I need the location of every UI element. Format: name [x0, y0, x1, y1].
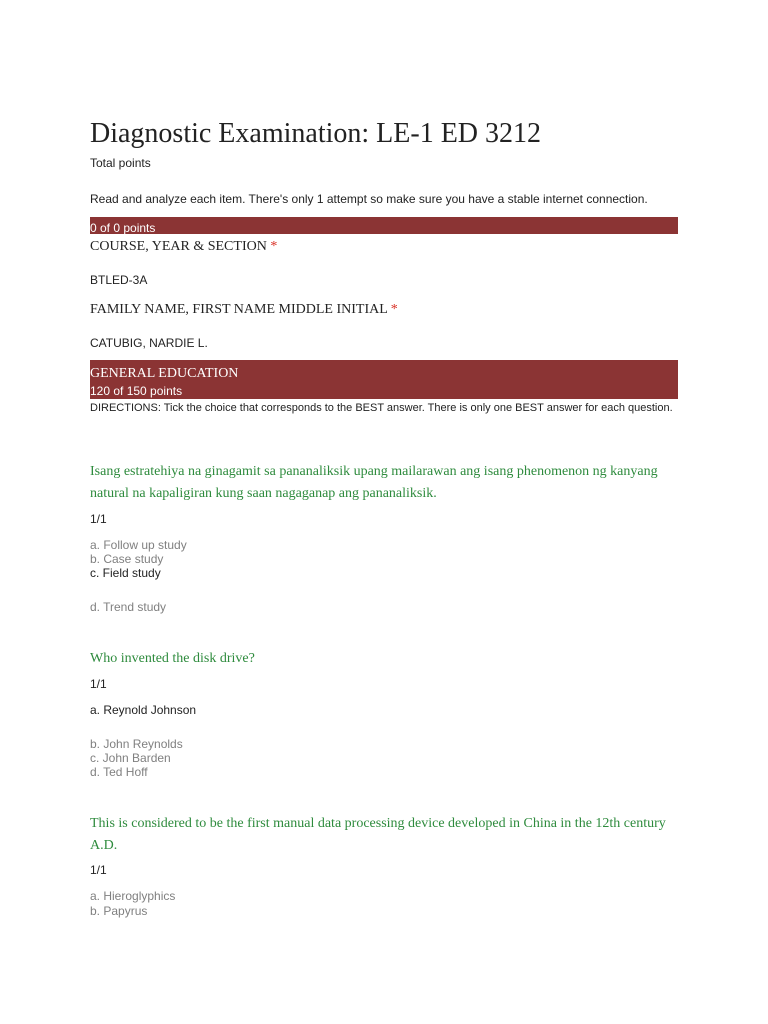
question-score: 1/1: [90, 512, 107, 526]
option-b[interactable]: b. Papyrus: [90, 904, 148, 918]
option-b[interactable]: b. John Reynolds: [90, 737, 183, 751]
question-text: Who invented the disk drive?: [90, 651, 255, 666]
question-score: 1/1: [90, 863, 107, 877]
section-title: GENERAL EDUCATION: [90, 366, 239, 381]
name-field-value: CATUBIG, NARDIE L.: [90, 336, 208, 350]
option-a[interactable]: a. Hieroglyphics: [90, 889, 176, 903]
form-title: Diagnostic Examination: LE-1 ED 3212: [90, 118, 542, 149]
option-a-selected[interactable]: a. Reynold Johnson: [90, 703, 197, 717]
section-directions: DIRECTIONS: Tick the choice that corresponds to the BEST answer. There is only one BEST answer for each question.: [90, 402, 673, 414]
course-field-value: BTLED-3A: [90, 273, 148, 287]
option-b[interactable]: b. Case study: [90, 552, 164, 566]
name-field-label: FAMILY NAME, FIRST NAME MIDDLE INITIAL *: [90, 302, 398, 317]
option-d[interactable]: d. Trend study: [90, 600, 167, 614]
question-score: 1/1: [90, 677, 107, 691]
total-points-label: Total points: [90, 156, 151, 170]
option-c[interactable]: c. John Barden: [90, 751, 171, 765]
section-points: 0 of 0 points: [90, 221, 156, 235]
option-d[interactable]: d. Ted Hoff: [90, 765, 148, 779]
required-mark: *: [390, 302, 398, 317]
section-bar-info: [90, 217, 678, 234]
course-field-label: COURSE, YEAR & SECTION *: [90, 239, 278, 254]
option-a[interactable]: a. Follow up study: [90, 538, 187, 552]
section-bar-general-education: [90, 360, 678, 399]
section-points: 120 of 150 points: [90, 384, 183, 398]
question-text: This is considered to be the first manual data processing device developed in China in the 12th century A.D.: [90, 816, 666, 853]
required-mark: *: [270, 239, 278, 254]
option-c-selected[interactable]: c. Field study: [90, 566, 161, 580]
form-instructions: Read and analyze each item. There's only 1 attempt so make sure you have a stable internet connection.: [90, 192, 648, 206]
question-text: Isang estratehiya na ginagamit sa pananaliksik upang mailarawan ang isang phenomenon ng kanyang natural na kapaligiran kung saan nagaganap ang pananaliksik.: [90, 464, 658, 501]
